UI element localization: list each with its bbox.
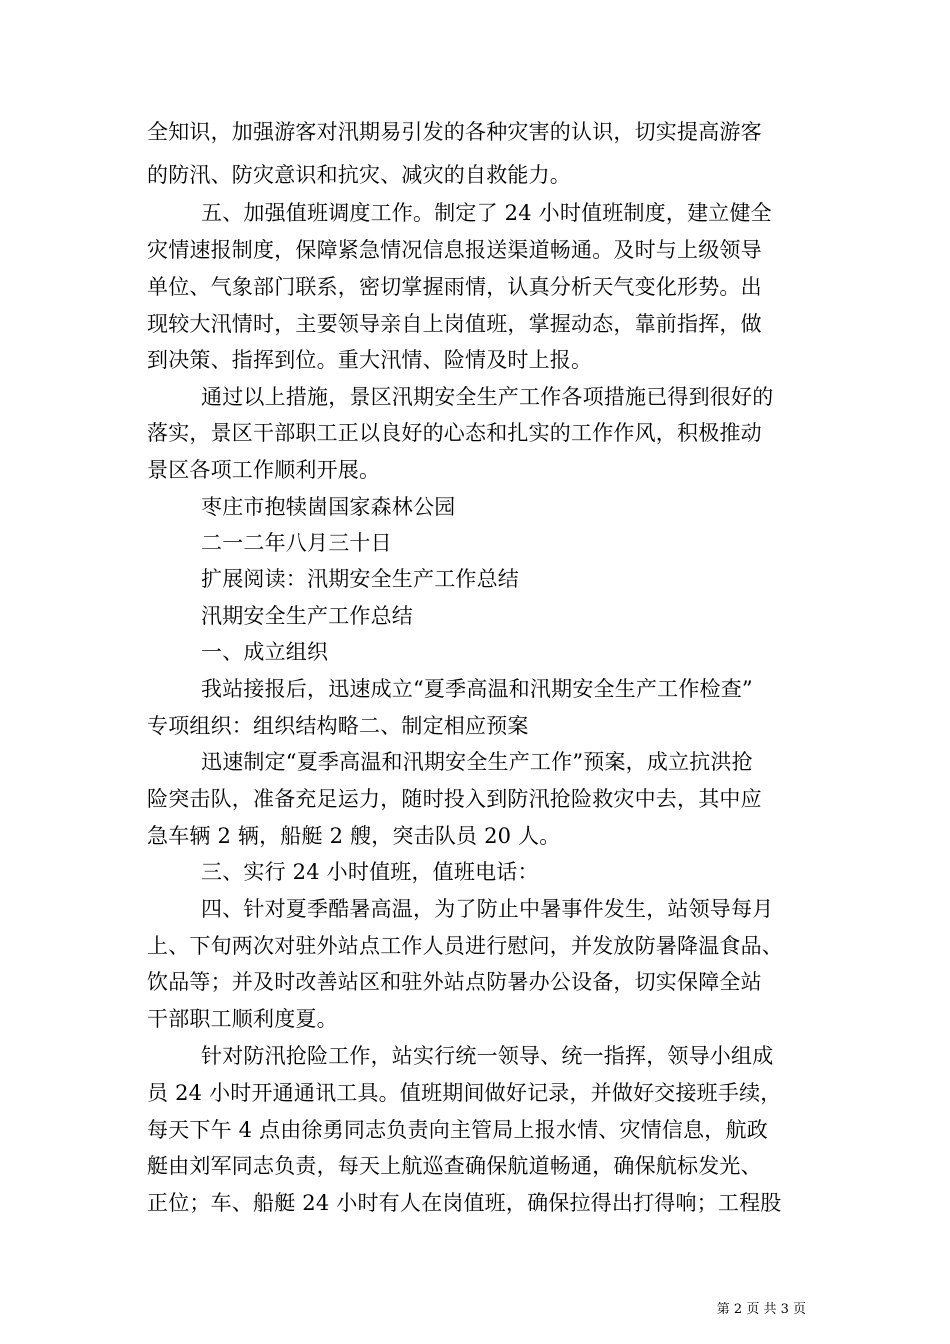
text-line: 现较大汛情时，主要领导亲自上岗值班，掌握动态，靠前指挥，做 <box>147 312 762 336</box>
text-line: 全知识，加强游客对汛期易引发的各种灾害的认识，切实提高游客 <box>147 120 762 144</box>
text-line: 五、加强值班调度工作。制定了 24 小时值班制度，建立健全 <box>201 201 772 225</box>
page-number-footer: 第 2 页 共 3 页 <box>716 1302 806 1317</box>
text-line: 艇由刘军同志负责，每天上航巡查确保航道畅通，确保航标发光、 <box>147 1154 762 1178</box>
text-line: 通过以上措施，景区汛期安全生产工作各项措施已得到很好的 <box>201 385 774 409</box>
section-title: 汛期安全生产工作总结 <box>201 604 413 628</box>
signature-date: 二一二年八月三十日 <box>201 531 392 555</box>
text-line: 到决策、指挥到位。重大汛情、险情及时上报。 <box>147 348 593 372</box>
text-line: 的防汛、防灾意识和抗灾、减灾的自救能力。 <box>147 163 571 187</box>
text-line: 景区各项工作顺利开展。 <box>147 458 381 482</box>
text-line: 迅速制定“夏季高温和汛期安全生产工作”预案，成立抗洪抢 <box>201 750 753 774</box>
text-line: 单位、气象部门联系，密切掌握雨情，认真分析天气变化形势。出 <box>147 275 762 299</box>
text-line: 险突击队，准备充足运力，随时投入到防汛抢险救灾中去，其中应 <box>147 787 762 811</box>
text-line: 每天下午 4 点由徐勇同志负责向主管局上报水情、灾情信息，航政 <box>147 1118 768 1142</box>
text-line: 针对防汛抢险工作，站实行统一领导、统一指挥，领导小组成 <box>201 1044 774 1068</box>
text-line: 员 24 小时开通通讯工具。值班期间做好记录，并做好交接班手续， <box>147 1081 782 1105</box>
text-line: 我站接报后，迅速成立“夏季高温和汛期安全生产工作检查” <box>201 677 753 701</box>
text-line: 三、实行 24 小时值班，值班电话： <box>201 860 539 884</box>
text-line: 落实，景区干部职工正以良好的心态和扎实的工作作风，积极推动 <box>147 421 762 445</box>
heading-organization: 一、成立组织 <box>201 640 329 664</box>
text-line: 干部职工顺利度夏。 <box>147 1007 338 1031</box>
text-line: 专项组织：组织结构略二、制定相应预案 <box>147 714 529 738</box>
text-line: 饮品等；并及时改善站区和驻外站点防暑办公设备，切实保障全站 <box>147 970 762 994</box>
text-line: 四、针对夏季酷暑高温，为了防止中暑事件发生，站领导每月 <box>201 897 774 921</box>
text-line: 正位；车、船艇 24 小时有人在岗值班，确保拉得出打得响；工程股 <box>147 1191 782 1215</box>
signature-organization: 枣庄市抱犊崮国家森林公园 <box>201 495 456 519</box>
text-line: 灾情速报制度，保障紧急情况信息报送渠道畅通。及时与上级领导 <box>147 238 762 262</box>
text-line: 急车辆 2 辆，船艇 2 艘，突击队员 20 人。 <box>147 824 561 848</box>
text-line: 上、下旬两次对驻外站点工作人员进行慰问，并发放防暑降温食品、 <box>147 934 783 958</box>
extended-reading-label: 扩展阅读：汛期安全生产工作总结 <box>201 567 519 591</box>
